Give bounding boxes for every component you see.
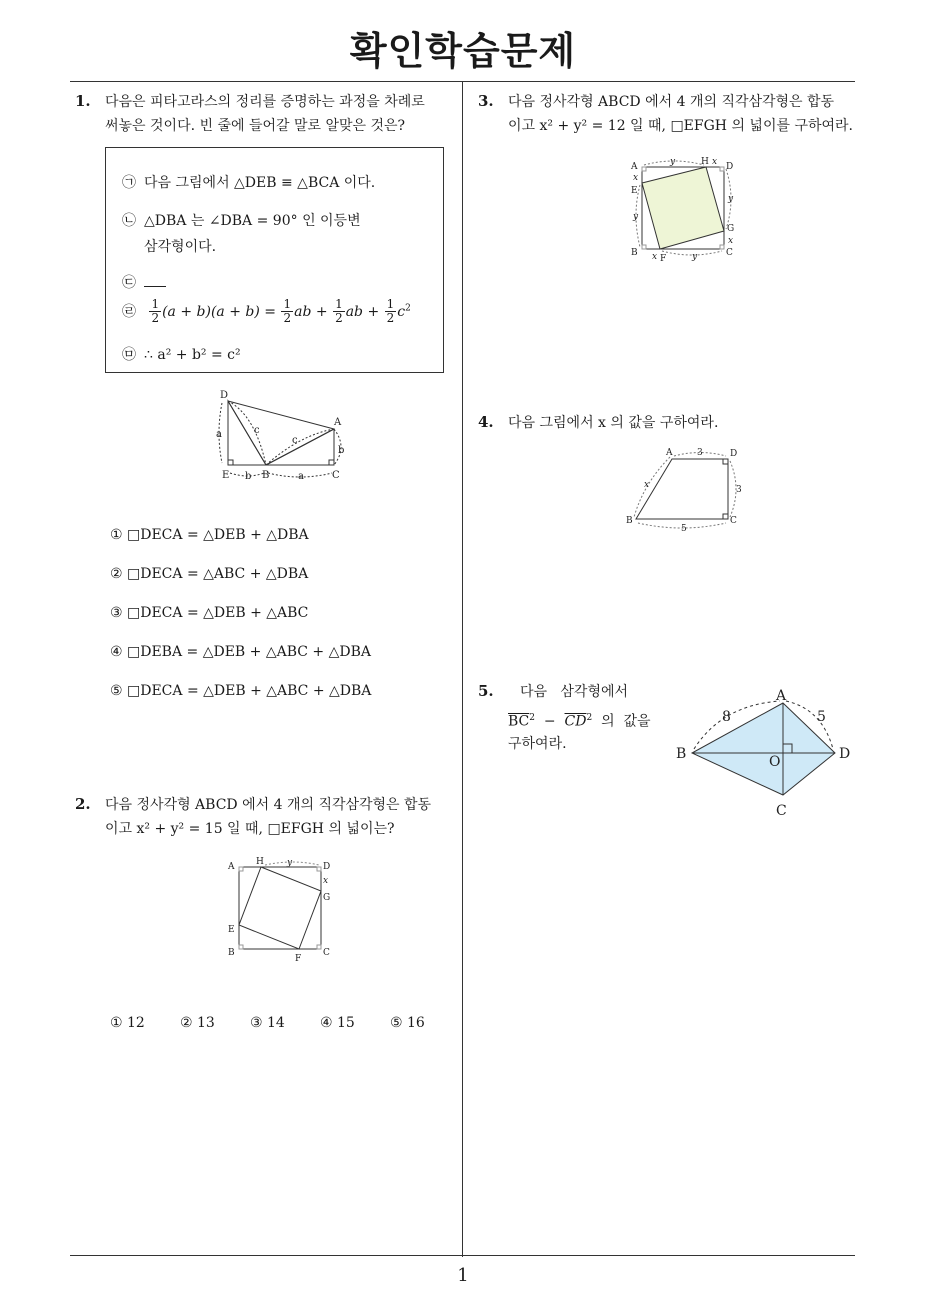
q4-number: 4. — [478, 413, 494, 431]
q4-label-C: C — [730, 516, 737, 526]
step-1-text: 다음 그림에서 △DEB ≡ △BCA 이다. — [144, 175, 376, 191]
step-1-mark: ㉠ — [122, 175, 136, 191]
q2-label-E: E — [228, 925, 235, 935]
q1-text — [105, 90, 460, 138]
q5-line-2: $\overline{BC}^2 - \overline{CD}^2$ 의 값을 — [508, 713, 651, 730]
q2-label-C: C — [323, 948, 330, 958]
q2-figure — [225, 855, 335, 965]
q4-label-B: B — [626, 516, 633, 526]
step-4-equation: $\frac{1}{2}$ (a + b)(a + b) = $\frac{1}{2}$ ab + $\frac{1}{2}$ ab + $\frac{1}{2}$ $c^2$ — [151, 297, 411, 325]
q3-label-D: D — [726, 162, 734, 172]
q2-number: 2. — [75, 795, 91, 813]
q3-label-B: B — [631, 248, 638, 258]
q3-text — [508, 90, 863, 138]
step-5-text: ∴ a² + b² = c² — [144, 347, 241, 363]
q2-line-2: 이고 x² + y² = 15 일 때, □EFGH 의 넓이는? — [105, 821, 395, 837]
q2-label-D: D — [323, 862, 331, 872]
q5-segment-cd: $\overline{CD}$ — [564, 713, 587, 730]
q5-label-8: 8 — [722, 709, 731, 725]
q1-choice-2[interactable]: ② □DECA = △ABC + △DBA — [110, 566, 309, 582]
step-2-text-a: △DBA 는 ∠DBA = 90° 인 이등변 — [144, 213, 361, 229]
q5-label-O: O — [769, 754, 781, 770]
q4-text — [508, 411, 863, 435]
q1-label-A: A — [334, 417, 342, 428]
q3-label-y-top: y — [670, 157, 676, 167]
q4-label-3-right: 3 — [736, 485, 742, 495]
q3-label-x-bottom: x — [652, 252, 658, 262]
q1-label-c-left: c — [254, 425, 260, 436]
q1-label-B: B — [262, 470, 270, 481]
q5-line-1: 다음 삼각형에서 — [520, 684, 629, 700]
q1-label-D: D — [220, 390, 229, 401]
q3-label-G: G — [727, 224, 735, 234]
q1-proof-box — [105, 147, 444, 373]
q1-choice-4[interactable]: ④ □DEBA = △DEB + △ABC + △DBA — [110, 644, 371, 660]
q2-label-F: F — [295, 954, 302, 964]
q3-label-F: F — [660, 254, 667, 264]
q1-choice-3[interactable]: ③ □DECA = △DEB + △ABC — [110, 605, 309, 621]
q3-label-E: E — [631, 186, 638, 196]
q3-line-2: 이고 x² + y² = 12 일 때, □EFGH 의 넓이를 구하여라. — [508, 118, 853, 134]
q2-choice-4[interactable]: ④ 15 — [320, 1015, 355, 1031]
proof-step-1 — [122, 172, 375, 192]
q3-label-H: H — [701, 157, 709, 167]
q3-label-y-right: y — [728, 194, 734, 204]
q3-label-x-right: x — [728, 236, 734, 246]
q4-label-5: 5 — [681, 524, 687, 534]
q4-label-D: D — [730, 449, 738, 459]
q2-line-1: 다음 정사각형 ABCD 에서 4 개의 직각삼각형은 합동 — [105, 797, 432, 813]
q5-figure — [672, 683, 862, 823]
step-2-mark: ㉡ — [122, 213, 136, 229]
q1-choice-5[interactable]: ⑤ □DECA = △DEB + △ABC + △DBA — [110, 683, 372, 699]
q4-label-A: A — [666, 448, 673, 458]
proof-step-3 — [122, 272, 166, 292]
q5-label-C: C — [776, 803, 787, 819]
q1-line-2: 써놓은 것이다. 빈 줄에 들어갈 말로 알맞은 것은? — [105, 118, 406, 134]
q1-label-a-left: a — [216, 429, 222, 440]
q2-label-H: H — [256, 857, 264, 867]
q3-line-1: 다음 정사각형 ABCD 에서 4 개의 직각삼각형은 합동 — [508, 94, 835, 110]
q1-label-C: C — [332, 470, 340, 481]
q5-label-5: 5 — [817, 709, 826, 725]
proof-step-4 — [122, 298, 411, 325]
q2-text — [105, 793, 460, 841]
blank-line — [144, 274, 166, 287]
proof-step-2 — [122, 210, 361, 230]
step-4-mark: ㉣ — [122, 303, 136, 320]
step-3-mark: ㉢ — [122, 275, 136, 291]
q4-line-1: 다음 그림에서 x 의 값을 구하여라. — [508, 415, 719, 431]
q1-number: 1. — [75, 92, 91, 110]
q3-label-A: A — [631, 162, 638, 172]
q2-label-B: B — [228, 948, 235, 958]
q1-label-E: E — [222, 470, 230, 481]
proof-step-5 — [122, 344, 241, 364]
q1-label-b-bottom: b — [245, 471, 252, 482]
q2-label-A: A — [228, 862, 235, 872]
q1-line-1: 다음은 피타고라스의 정리를 증명하는 과정을 차례로 — [105, 94, 425, 110]
q3-label-x-top: x — [712, 157, 718, 167]
q5-label-D: D — [839, 746, 851, 762]
q5-line-3: 구하여라. — [508, 736, 567, 752]
q2-label-x: x — [323, 876, 329, 886]
q2-label-G: G — [323, 893, 331, 903]
q5-label-B: B — [676, 746, 687, 762]
step-2-text-b: 삼각형이다. — [144, 239, 217, 255]
q5-label-A: A — [776, 688, 787, 704]
q1-label-b-right: b — [338, 445, 345, 456]
bottom-rule — [70, 1255, 855, 1256]
q1-choice-1[interactable]: ① □DECA = △DEB + △DBA — [110, 527, 309, 543]
q5-number: 5. — [478, 682, 494, 700]
q2-choice-5[interactable]: ⑤ 16 — [390, 1015, 425, 1031]
q5-segment-bc: $\overline{BC}$ — [508, 713, 530, 730]
page-number: 1 — [457, 1265, 469, 1286]
q4-figure — [620, 443, 750, 535]
q3-number: 3. — [478, 92, 494, 110]
q3-label-y-bottom: y — [692, 252, 698, 262]
step-5-mark: ㉤ — [122, 347, 136, 363]
q1-figure — [210, 385, 360, 485]
page-title: 확인학습문제 — [349, 29, 577, 73]
q3-label-C: C — [726, 248, 733, 258]
q3-label-x-left: x — [633, 173, 639, 183]
q3-label-y-left: y — [633, 212, 639, 222]
q2-choice-1[interactable]: ① 12 — [110, 1015, 145, 1031]
q1-label-c-right: c — [292, 435, 298, 446]
q4-label-3-top: 3 — [697, 448, 703, 458]
q2-choice-2[interactable]: ② 13 — [180, 1015, 215, 1031]
q1-label-a-bottom: a — [298, 471, 304, 482]
q2-label-y: y — [287, 858, 293, 868]
column-divider — [462, 82, 463, 1257]
q2-choice-3[interactable]: ③ 14 — [250, 1015, 285, 1031]
q4-label-x: x — [644, 480, 650, 490]
q3-figure — [628, 155, 743, 265]
